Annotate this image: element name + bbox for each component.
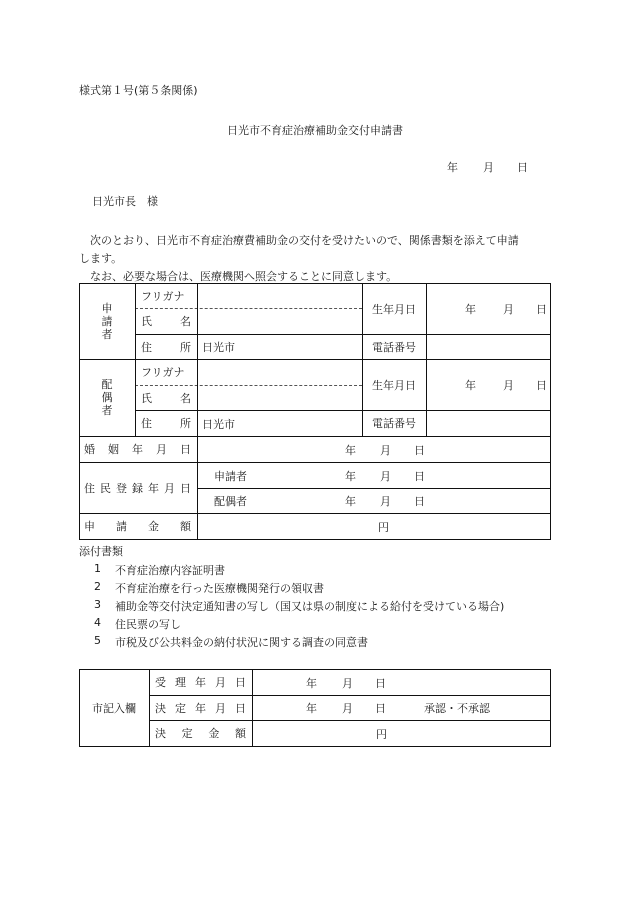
applicant-label-char: 者 [101,327,113,341]
label-char: 月 [215,676,226,689]
spouse-label-char: 者 [101,404,113,417]
spouse-address-input[interactable]: 日光市 [202,417,235,431]
label-char: 日 [235,676,246,689]
amount-input[interactable] [198,514,550,539]
decision-year: 年 [306,702,317,715]
registration-month: 月 [380,495,391,508]
decision-date-field[interactable] [253,696,550,720]
label-char: 姻 [108,443,119,456]
attachment-num: 3 [94,598,101,611]
spouse-birthdate-label: 生年月日 [372,378,416,392]
applicant-furigana-label: フリガナ [141,289,185,303]
registration-applicant-label: 申請者 [214,469,247,483]
addressee: 日光市長 様 [92,195,158,208]
spouse-furigana-label: フリガナ [141,366,185,379]
label-char: 理 [175,676,186,689]
registration-year: 年 [345,469,356,483]
label-char: 日 [235,701,246,715]
birth-day: 日 [536,379,547,392]
attachment-text: 不育症治療内容証明書 [115,564,225,577]
label-char: 定 [181,727,193,740]
spouse-name-input[interactable] [198,386,361,410]
applicant-address-input[interactable]: 日光市 [202,341,235,354]
label-char: 住 [84,481,95,495]
label-char: 氏 [141,391,152,405]
label-char: 月 [156,443,167,456]
registration-month: 月 [380,469,391,483]
applicant-name-label [141,308,191,334]
attachment-text: 不育症治療を行った医療機関発行の領収書 [115,582,324,595]
applicant-birthdate-label: 生年月日 [372,302,416,316]
marriage-date-label [84,436,191,462]
label-char: 金 [148,520,159,533]
decision-date-label [155,695,246,720]
applicant-address-label [141,334,191,359]
birth-year: 年 [465,302,476,316]
birth-year: 年 [465,379,476,392]
spouse-birthdate-field[interactable] [427,360,550,410]
registration-spouse-field[interactable] [198,489,550,513]
attachments-heading: 添付書類 [79,545,123,558]
label-char: 所 [180,417,191,430]
applicant-name-input[interactable] [198,309,361,333]
label-char: 録 [132,481,143,495]
spouse-phone-label: 電話番号 [372,417,416,430]
marriage-day: 日 [414,443,425,457]
label-char: 所 [180,340,191,354]
decision-amount-field[interactable] [253,721,550,746]
spouse-name-label [141,385,191,410]
label-char: 請 [116,520,127,533]
spouse-phone-input[interactable] [427,411,550,436]
label-char: 日 [180,443,191,456]
attachment-text: 市税及び公共料金の納付状況に関する調査の同意書 [115,636,368,649]
registration-year: 年 [345,495,356,508]
attachment-text: 補助金等交付決定通知書の写し（国又は県の制度による給付を受けている場合) [115,600,505,613]
office-use-label: 市記入欄 [92,701,136,715]
applicant-section-label [79,283,135,359]
registration-spouse-label: 配偶者 [214,495,247,508]
applicant-furigana-input[interactable] [198,284,361,308]
label-char: 年 [195,701,206,715]
label-char: 決 [155,701,166,715]
applicant-label-char: 請 [101,314,113,328]
amount-label [84,513,191,539]
approval-status: 承認・不承認 [424,702,490,715]
date-year: 年 [447,161,458,174]
consent-text: なお、必要な場合は、医療機関へ照会することに同意します。 [90,270,398,283]
applicant-phone-input[interactable] [427,335,550,359]
decision-amount-label [155,720,246,746]
registration-applicant-field[interactable] [198,463,550,488]
received-day: 日 [375,676,386,690]
label-char: 年 [132,443,143,456]
label-char: 登 [116,481,127,495]
birth-month: 月 [503,302,514,316]
attachment-num: 1 [94,562,101,575]
marriage-year: 年 [345,443,356,457]
marriage-month: 月 [380,443,391,457]
decision-month: 月 [342,702,353,715]
decision-yen: 円 [376,727,387,741]
intro-text-line2: します。 [79,252,123,265]
form-title: 日光市不育症治療補助金交付申請書 [227,124,403,137]
registration-day: 日 [414,469,425,483]
label-char: 日 [180,481,191,495]
attachment-text: 住民票の写し [115,618,181,631]
registration-day: 日 [414,495,425,508]
spouse-section-label [79,359,135,436]
registration-date-label [84,462,191,513]
spouse-label-char: 配 [101,378,113,391]
label-char: 定 [175,701,186,715]
spouse-address-label [141,410,191,436]
received-date-field[interactable] [253,670,550,695]
label-char: 氏 [141,315,152,328]
label-char: 名 [180,315,191,328]
label-char: 民 [100,481,111,495]
received-date-label [155,669,246,695]
marriage-date-field[interactable] [198,437,550,462]
date-day: 日 [517,161,528,174]
label-char: 決 [155,727,166,740]
decision-day: 日 [375,702,386,715]
applicant-phone-label: 電話番号 [372,340,416,354]
birth-month: 月 [503,379,514,392]
date-month: 月 [483,161,494,174]
label-char: 年 [195,676,206,689]
label-char: 金 [208,727,220,740]
attachment-num: 4 [94,616,101,629]
spouse-label-char: 偶 [101,391,113,404]
attachment-num: 5 [94,634,101,647]
spouse-furigana-input[interactable] [198,360,361,385]
label-char: 婚 [84,443,95,456]
attachment-num: 2 [94,580,101,593]
intro-text-line1: 次のとおり、日光市不育症治療費補助金の交付を受けたいので、関係書類を添えて申請 [90,234,519,247]
label-char: 申 [84,520,95,533]
label-char: 月 [164,481,175,495]
label-char: 住 [141,340,152,354]
label-char: 年 [148,481,159,495]
birth-day: 日 [536,302,547,316]
label-char: 額 [180,520,191,533]
received-year: 年 [306,676,317,690]
applicant-label-char: 申 [101,301,113,315]
label-char: 額 [234,727,246,740]
form-number: 様式第１号(第５条関係) [79,84,198,97]
label-char: 住 [141,417,152,430]
label-char: 名 [180,391,191,405]
applicant-birthdate-field[interactable] [427,284,550,333]
received-month: 月 [342,676,353,690]
label-char: 受 [155,676,166,689]
label-char: 月 [215,701,226,715]
amount-yen: 円 [378,520,389,534]
